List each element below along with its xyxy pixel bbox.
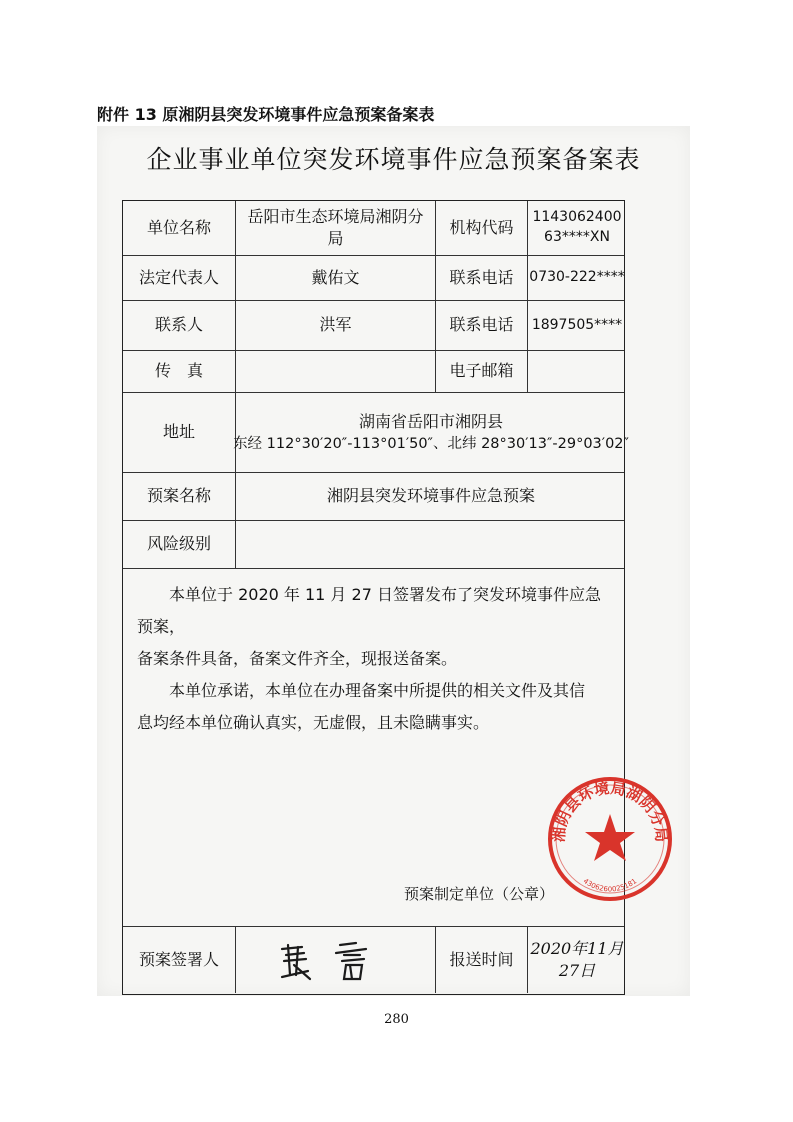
label-fax: 传 真 xyxy=(154,361,203,381)
row-unit-name xyxy=(123,201,624,256)
scanned-form xyxy=(97,126,690,996)
row-plan-name xyxy=(123,473,624,521)
value-address xyxy=(233,393,629,472)
label-phone-1: 联系电话 xyxy=(435,256,527,300)
page-number: 280 xyxy=(384,1012,409,1027)
row-legal-rep xyxy=(123,256,624,301)
form-title: 企业事业单位突发环境事件应急预案备案表 xyxy=(146,145,641,174)
label-email: 电子邮箱 xyxy=(435,351,527,392)
label-phone-2: 联系电话 xyxy=(435,301,527,350)
label-risk-level: 风险级别 xyxy=(146,534,211,554)
label-address: 地址 xyxy=(162,422,195,442)
statement-p2: 本单位承诺，本单位在办理备案中所提供的相关文件及其信 xyxy=(169,681,586,700)
row-signature xyxy=(123,927,624,993)
value-org-code: 114306240063****XN xyxy=(527,201,626,255)
handwritten-signature-icon xyxy=(276,935,396,985)
svg-text:4306260025181 xyxy=(582,877,639,893)
value-submit-date: 2020年11月27日 xyxy=(527,927,626,993)
label-signer: 预案签署人 xyxy=(138,949,219,969)
official-seal-icon xyxy=(545,774,675,904)
page-heading: 附件 13 原湘阴县突发环境事件应急预案备案表 xyxy=(97,105,435,124)
label-unit-name: 单位名称 xyxy=(146,217,211,237)
label-legal-rep: 法定代表人 xyxy=(138,267,219,287)
value-contact: 洪军 xyxy=(235,301,435,350)
statement-p1: 本单位于 2020 年 11 月 27 日签署发布了突发环境事件应急预案， xyxy=(137,585,601,636)
value-fax xyxy=(235,351,435,392)
seal-text: 湘阴县环境局湖阴分局 xyxy=(549,779,671,843)
address-line-1: 湖南省岳阳市湘阴县 xyxy=(358,412,503,432)
value-legal-rep: 戴佑文 xyxy=(235,256,435,300)
value-email xyxy=(527,351,626,392)
seal-number: 4306260025181 xyxy=(581,877,639,894)
address-line-2: 东经 112°30′20″-113°01′50″、北纬 28°30′13″-29°03′02″ xyxy=(233,435,629,452)
unit-seal-label: 预案制定单位（公章） xyxy=(403,885,554,903)
statement-p2-cont: 息均经本单位确认真实，无虚假，且未隐瞒事实。 xyxy=(137,713,490,732)
value-plan-name: 湘阴县突发环境事件应急预案 xyxy=(235,473,626,520)
row-address xyxy=(123,393,629,473)
row-contact xyxy=(123,301,624,351)
label-plan-name: 预案名称 xyxy=(146,486,211,506)
statement-p1-cont: 备案条件具备，备案文件齐全，现报送备案。 xyxy=(137,649,458,668)
label-org-code: 机构代码 xyxy=(435,201,527,255)
value-phone-2: 1897505**** xyxy=(527,301,626,350)
row-risk-level xyxy=(123,521,624,569)
statement-text xyxy=(137,579,610,739)
label-contact: 联系人 xyxy=(154,315,203,335)
value-unit-name: 岳阳市生态环境局湘阴分局 xyxy=(235,201,435,255)
value-signer xyxy=(235,927,435,993)
label-submit-time: 报送时间 xyxy=(435,927,527,993)
value-phone-1: 0730-222**** xyxy=(527,256,626,300)
value-risk-level xyxy=(235,521,626,568)
row-fax xyxy=(123,351,624,393)
